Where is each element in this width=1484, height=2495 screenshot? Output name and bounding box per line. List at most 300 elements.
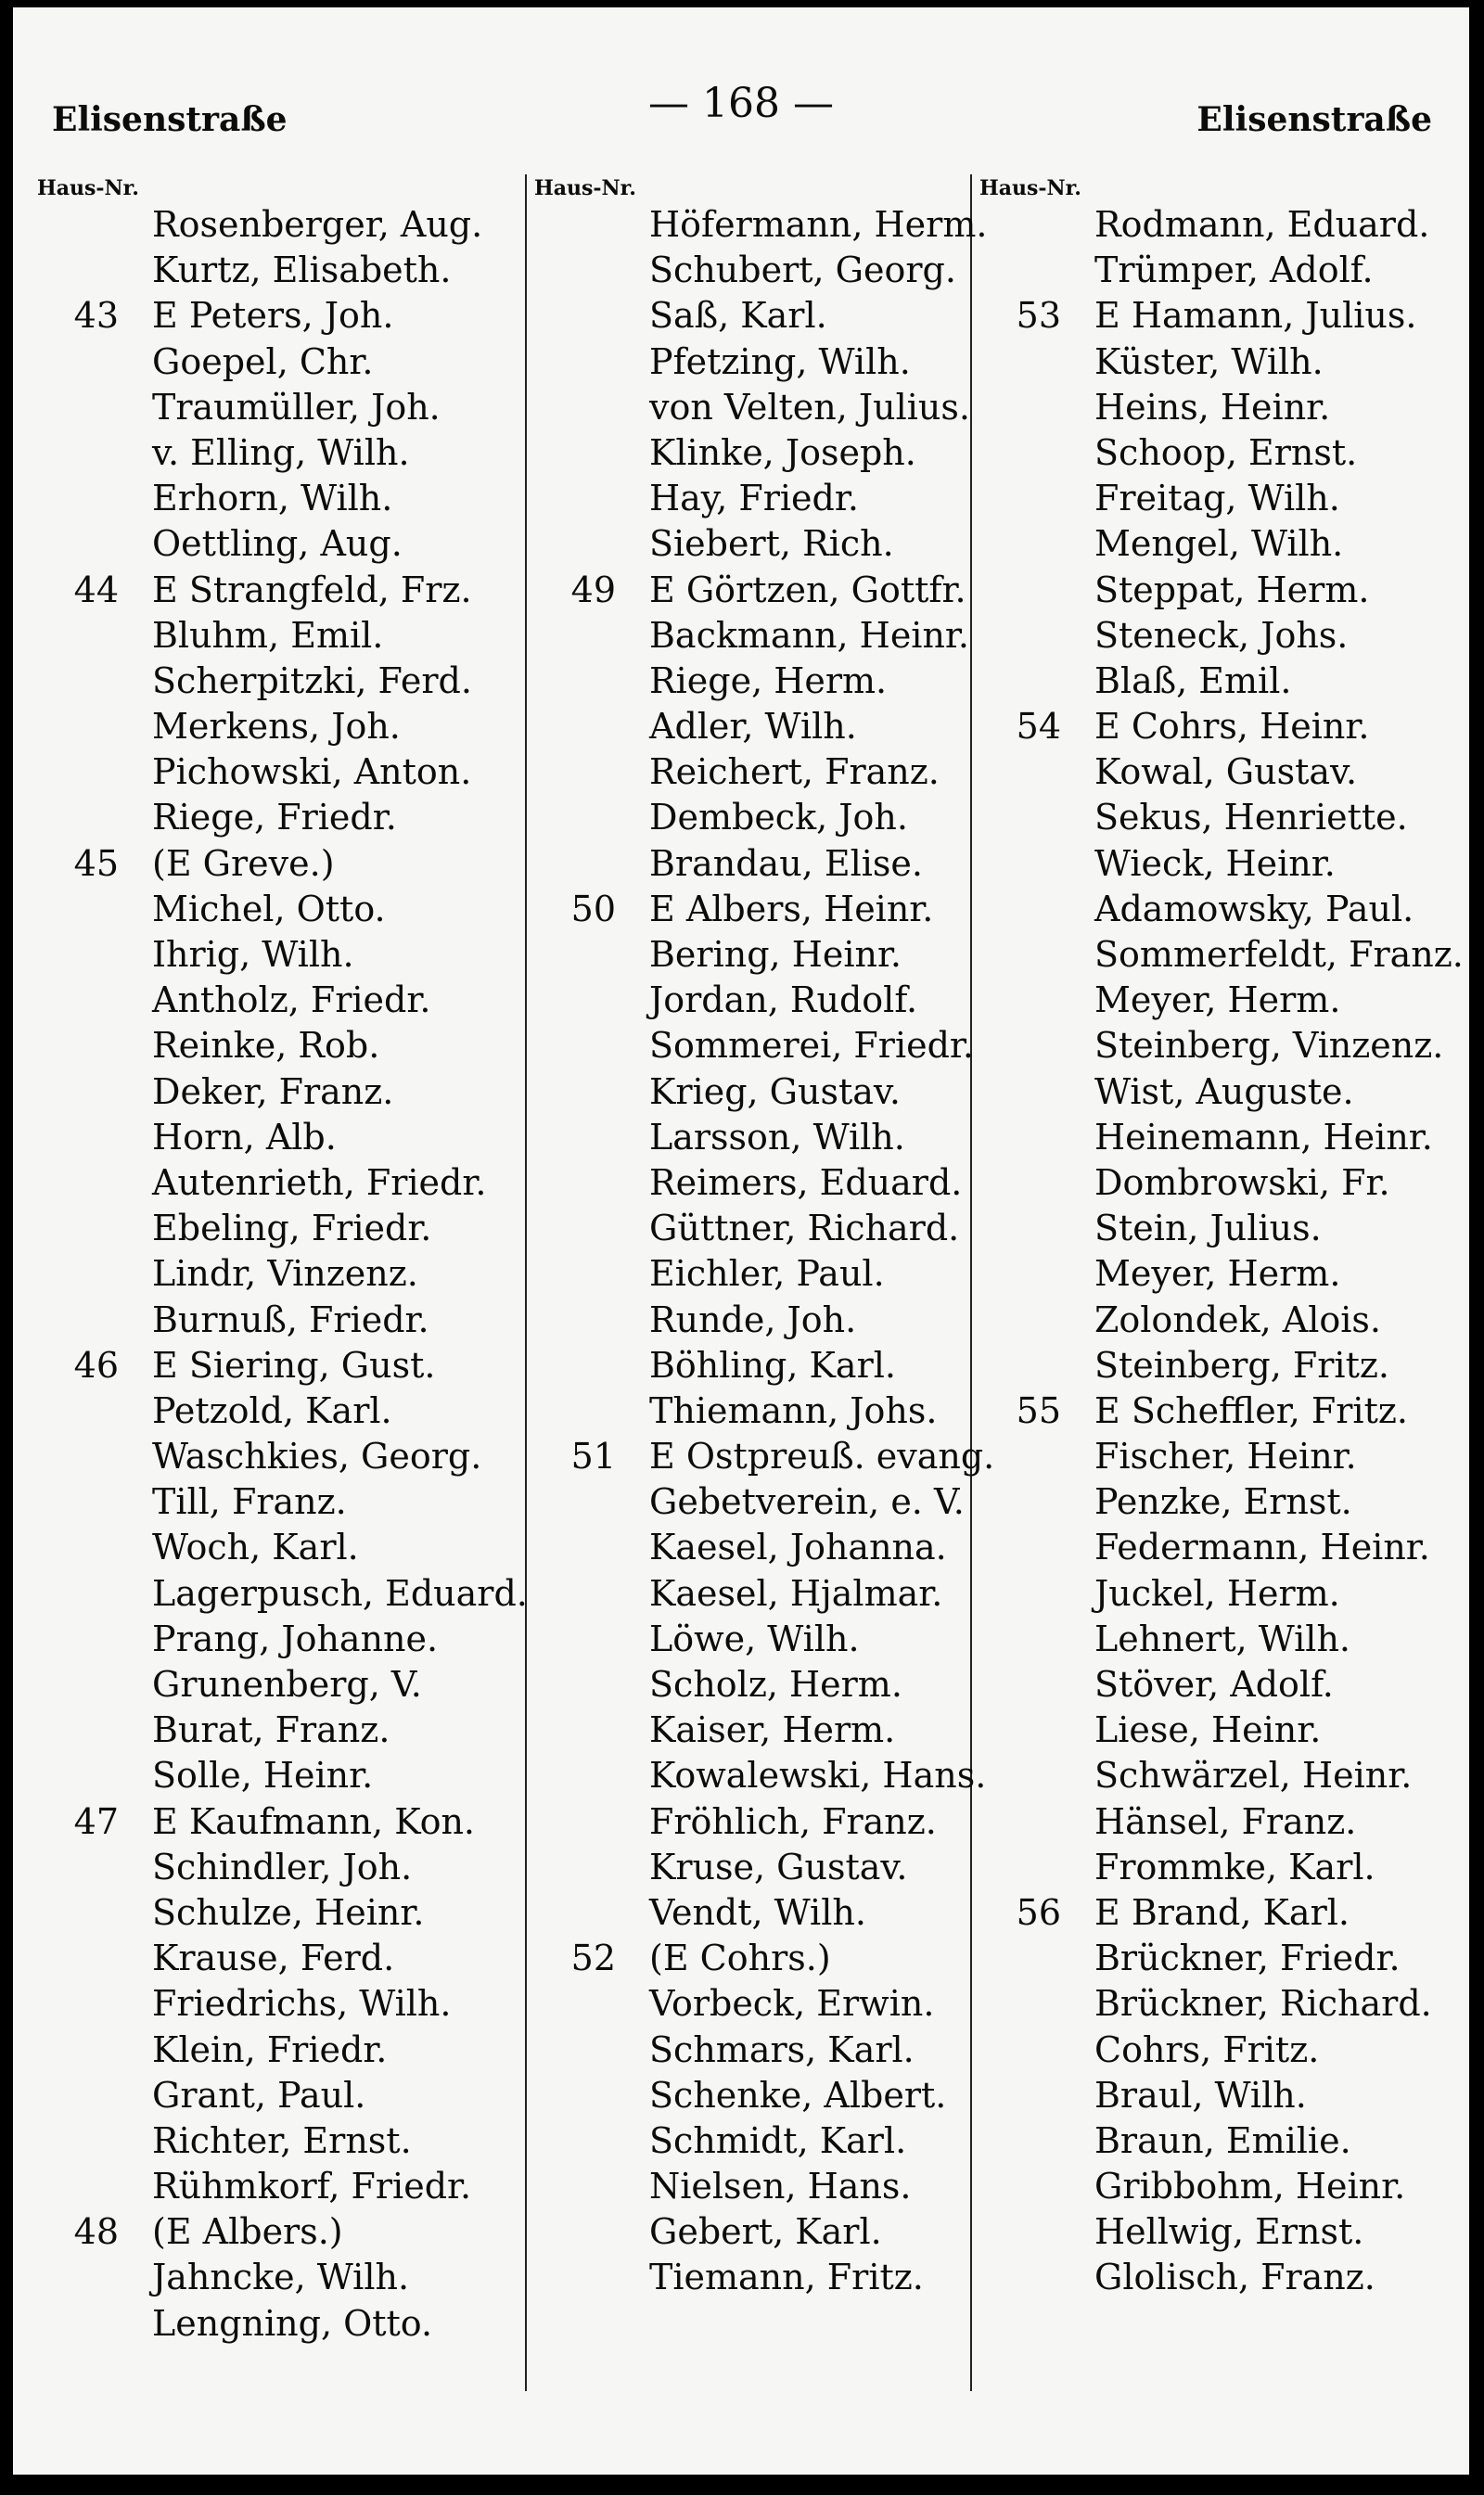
resident-name: E Cohrs, Heinr.: [1094, 706, 1370, 748]
resident-name: Richter, Ernst.: [152, 2119, 412, 2161]
house-number-heading: Haus-Nr.: [37, 176, 139, 200]
house-number: [37, 1434, 124, 1479]
resident-name: Lagerpusch, Eduard.: [152, 1572, 528, 1614]
resident-name: E Scheffler, Fritz.: [1094, 1389, 1408, 1431]
list-item: [37, 841, 473, 887]
house-number: [37, 339, 124, 385]
list-item: [534, 1388, 970, 1434]
house-number: [534, 1298, 621, 1343]
house-number: [979, 248, 1067, 293]
resident-name: Kaiser, Herm.: [649, 1709, 896, 1751]
house-number: [534, 2209, 621, 2255]
house-number: 46: [73, 1344, 119, 1386]
resident-name: Jordan, Rudolf.: [649, 979, 918, 1021]
resident-name: Schmars, Karl.: [649, 2028, 915, 2070]
house-number: [37, 2255, 124, 2300]
house-number: [534, 1388, 621, 1434]
resident-name: Braul, Wilh.: [1094, 2074, 1307, 2116]
house-number: [979, 568, 1067, 613]
resident-name: Reinke, Rob.: [152, 1025, 380, 1067]
list-item: [534, 293, 970, 339]
list-item: [37, 1845, 473, 1890]
directory-page: [13, 7, 1469, 2475]
resident-name: Larsson, Wilh.: [649, 1116, 905, 1158]
house-number: 47: [73, 1800, 119, 1842]
resident-name: Stöver, Adolf.: [1094, 1664, 1334, 1705]
list-item: [979, 1298, 1443, 1343]
resident-name: Grunenberg, V.: [152, 1664, 422, 1705]
list-item: [534, 1251, 970, 1297]
resident-name: Adamowsky, Paul.: [1094, 888, 1414, 929]
resident-name: Federmann, Heinr.: [1094, 1527, 1430, 1568]
resident-name: Wieck, Heinr.: [1094, 842, 1336, 884]
list-item: [37, 704, 473, 749]
list-item: [37, 339, 473, 385]
house-number: [979, 1160, 1067, 1206]
resident-name: Schindler, Joh.: [152, 1846, 413, 1887]
house-number: [979, 339, 1067, 385]
house-number: 53: [1016, 295, 1061, 337]
house-number: [37, 1479, 124, 1525]
resident-name: E Kaufmann, Kon.: [152, 1800, 475, 1842]
house-number: [534, 659, 621, 704]
list-item: [534, 1023, 974, 1068]
resident-name: E Peters, Joh.: [152, 295, 394, 337]
house-number: [534, 1708, 621, 1753]
resident-name: Lengning, Otto.: [152, 2302, 433, 2344]
resident-name: Horn, Alb.: [152, 1116, 337, 1158]
list-item: [979, 248, 1443, 293]
list-item: [37, 932, 473, 978]
list-item: [534, 1298, 970, 1343]
list-item: [979, 887, 1443, 932]
resident-name: Böhling, Karl.: [649, 1344, 896, 1386]
house-number: [534, 795, 621, 840]
resident-name: Lindr, Vinzenz.: [152, 1253, 418, 1295]
house-number: 43: [73, 295, 119, 337]
house-number: [534, 248, 621, 293]
list-item: [534, 385, 970, 430]
house-number: [534, 385, 621, 430]
resident-name: Brandau, Elise.: [649, 842, 923, 884]
house-number: [979, 2255, 1067, 2300]
list-item: [979, 2209, 1443, 2255]
resident-name: Hellwig, Ernst.: [1094, 2211, 1364, 2253]
resident-name: Liese, Heinr.: [1094, 1709, 1322, 1751]
house-number: [37, 749, 124, 795]
house-number: [979, 1115, 1067, 1160]
resident-name: Heins, Heinr.: [1094, 386, 1331, 428]
house-number: [37, 1753, 124, 1798]
resident-name: Autenrieth, Friedr.: [152, 1161, 487, 1203]
house-number: [979, 476, 1067, 521]
list-item: [979, 2118, 1443, 2164]
resident-name: Riege, Friedr.: [152, 797, 397, 838]
house-number: [979, 1479, 1067, 1525]
column-divider: [525, 174, 527, 2391]
resident-name: Antholz, Friedr.: [152, 979, 431, 1021]
resident-name: Klinke, Joseph.: [649, 431, 916, 473]
house-number: [37, 1206, 124, 1251]
house-number: [979, 1708, 1067, 1753]
list-item: [534, 1343, 970, 1388]
resident-name: Gebert, Karl.: [649, 2211, 882, 2253]
list-item: [37, 795, 473, 840]
list-item: [979, 1434, 1443, 1479]
list-item: [979, 659, 1443, 704]
resident-name: Saß, Karl.: [649, 295, 827, 337]
resident-name: Pfetzing, Wilh.: [649, 340, 911, 382]
page-header: [13, 72, 1469, 156]
house-number: [37, 1845, 124, 1890]
list-item: [37, 2073, 473, 2118]
list-item: [979, 841, 1443, 887]
list-item: [534, 1845, 970, 1890]
house-number: [979, 978, 1067, 1023]
house-number: [979, 2164, 1067, 2209]
resident-name: Zolondek, Alois.: [1094, 1299, 1381, 1340]
column-1: [37, 176, 528, 2347]
resident-name: Kowal, Gustav.: [1094, 751, 1358, 793]
list-item: [534, 2118, 970, 2164]
resident-name: Rodmann, Eduard.: [1094, 204, 1430, 245]
list-item: [979, 1525, 1443, 1570]
list-item: [534, 1890, 970, 1936]
resident-name: Michel, Otto.: [152, 888, 386, 929]
list-item: [37, 1160, 487, 1206]
house-number: [979, 1617, 1067, 1662]
list-item: [534, 1799, 970, 1845]
resident-name: Kurtz, Elisabeth.: [152, 250, 452, 291]
list-item: [534, 1936, 970, 1981]
resident-name: Wist, Auguste.: [1094, 1070, 1354, 1112]
list-item: [979, 1617, 1443, 1662]
house-number: [979, 2118, 1067, 2164]
house-number: [534, 932, 621, 978]
house-number: [37, 659, 124, 704]
list-item: [37, 1525, 473, 1570]
list-item: [37, 1799, 473, 1845]
resident-name: Meyer, Herm.: [1094, 979, 1341, 1021]
list-item: [979, 1023, 1443, 1068]
resident-name: Backmann, Heinr.: [649, 614, 970, 656]
list-item: [979, 1936, 1443, 1981]
list-item: [37, 248, 473, 293]
list-item: [37, 1343, 473, 1388]
resident-name: Woch, Karl.: [152, 1527, 359, 1568]
list-item: [534, 1617, 970, 1662]
house-number: [37, 1708, 124, 1753]
resident-name: Reichert, Franz.: [649, 751, 940, 793]
list-item: [979, 932, 1464, 978]
house-number: 48: [73, 2211, 119, 2253]
list-item: [979, 749, 1443, 795]
resident-name: Gribbohm, Heinr.: [1094, 2166, 1406, 2207]
house-number: [534, 1753, 621, 1798]
column-divider: [970, 174, 972, 2391]
resident-name: Juckel, Herm.: [1094, 1572, 1340, 1614]
house-number: [979, 1936, 1067, 1981]
house-number: [37, 1115, 124, 1160]
house-number: 49: [570, 569, 616, 610]
house-number: [37, 1023, 124, 1068]
resident-name: Goepel, Chr.: [152, 340, 374, 382]
house-number: [979, 1298, 1067, 1343]
house-number: [37, 1298, 124, 1343]
list-item: [37, 1206, 473, 1251]
house-number: [979, 841, 1067, 887]
house-number: [534, 1662, 621, 1708]
page-number: — 168 —: [648, 80, 834, 127]
house-number: [534, 2028, 621, 2073]
list-item: [37, 1936, 473, 1981]
house-number: [37, 613, 124, 659]
resident-name: E Brand, Karl.: [1094, 1891, 1350, 1933]
resident-name: Bluhm, Emil.: [152, 614, 384, 656]
list-item: [534, 1479, 970, 1525]
resident-name: Grant, Paul.: [152, 2074, 366, 2116]
house-number: [534, 1890, 621, 1936]
resident-name: Höfermann, Herm.: [649, 204, 988, 245]
house-number-heading: Haus-Nr.: [534, 176, 636, 200]
resident-name: Schoop, Ernst.: [1094, 431, 1358, 473]
resident-name: Waschkies, Georg.: [152, 1436, 482, 1478]
resident-name: Kaesel, Hjalmar.: [649, 1572, 943, 1614]
resident-name: Freitag, Wilh.: [1094, 478, 1340, 519]
resident-name: Gebetverein, e. V.: [649, 1481, 965, 1523]
list-item: [534, 476, 970, 521]
resident-name: E Siering, Gust.: [152, 1344, 436, 1386]
house-number: [979, 1434, 1067, 1479]
house-number: [37, 2164, 124, 2209]
house-number: [37, 248, 124, 293]
resident-name: Jahncke, Wilh.: [152, 2257, 410, 2298]
house-number: [979, 1343, 1067, 1388]
resident-name: Traumüller, Joh.: [152, 386, 441, 428]
list-item: [37, 887, 473, 932]
resident-name: Schmidt, Karl.: [649, 2119, 907, 2161]
list-item: [534, 430, 970, 476]
list-item: [979, 1251, 1443, 1297]
house-number: [979, 1069, 1067, 1115]
resident-name: Scherpitzki, Ferd.: [152, 659, 472, 701]
house-number: [534, 841, 621, 887]
house-number: [979, 659, 1067, 704]
list-item: [979, 1799, 1443, 1845]
resident-name: Mengel, Wilh.: [1094, 523, 1344, 565]
house-number: [37, 1571, 124, 1617]
list-item: [37, 1388, 473, 1434]
list-item: [979, 430, 1443, 476]
house-number: [979, 202, 1067, 248]
resident-name: Schulze, Heinr.: [152, 1891, 425, 1933]
house-number: [979, 1525, 1067, 1570]
house-number: [979, 430, 1067, 476]
list-item: [534, 521, 970, 567]
list-item: [37, 1708, 473, 1753]
list-item: [37, 1023, 473, 1068]
house-number: [37, 202, 124, 248]
resident-name: Brückner, Friedr.: [1094, 1938, 1401, 1979]
list-item: [979, 385, 1443, 430]
house-number: [37, 430, 124, 476]
list-item: [534, 2073, 970, 2118]
house-number: [979, 1206, 1067, 1251]
list-item: [534, 2164, 970, 2209]
list-item: [979, 2164, 1443, 2209]
resident-name: Trümper, Adolf.: [1094, 250, 1374, 291]
resident-name: Rühmkorf, Friedr.: [152, 2166, 472, 2207]
list-item: [534, 841, 970, 887]
list-item: [979, 1343, 1443, 1388]
resident-name: Lehnert, Wilh.: [1094, 1618, 1351, 1659]
list-item: [37, 1115, 473, 1160]
street-header-right: Elisenstraße: [1196, 100, 1432, 139]
house-number: [37, 1251, 124, 1297]
list-item: [37, 430, 473, 476]
resident-name: Meyer, Herm.: [1094, 1253, 1341, 1295]
resident-name: Solle, Heinr.: [152, 1755, 374, 1797]
resident-name: Friedrichs, Wilh.: [152, 1983, 452, 2025]
list-item: [37, 1662, 473, 1708]
resident-name: Braun, Emilie.: [1094, 2119, 1351, 2161]
list-item: [534, 1525, 970, 1570]
list-item: [534, 1753, 987, 1798]
list-item: [534, 1206, 970, 1251]
list-item: [979, 521, 1443, 567]
list-item: [37, 2028, 473, 2073]
house-number: 51: [570, 1436, 616, 1478]
house-number: [534, 749, 621, 795]
house-number: [37, 2028, 124, 2073]
list-item: [979, 202, 1443, 248]
resident-name: Güttner, Richard.: [649, 1208, 960, 1249]
resident-name: E Strangfeld, Frz.: [152, 569, 472, 610]
list-item: [37, 2164, 473, 2209]
resident-name: Vendt, Wilh.: [649, 1891, 866, 1933]
list-item: [534, 659, 970, 704]
house-number: [534, 476, 621, 521]
list-item: [37, 476, 473, 521]
list-item: [37, 749, 473, 795]
house-number: [37, 1388, 124, 1434]
resident-name: Stein, Julius.: [1094, 1208, 1322, 1249]
house-number: [534, 2255, 621, 2300]
list-item: [534, 1069, 970, 1115]
list-item: [534, 2209, 970, 2255]
list-item: [979, 1753, 1443, 1798]
house-number: [979, 2028, 1067, 2073]
resident-name: Prang, Johanne.: [152, 1618, 439, 1659]
list-item: [979, 1160, 1443, 1206]
list-item: [37, 1434, 482, 1479]
house-number: [979, 887, 1067, 932]
resident-name: Burnuß, Friedr.: [152, 1299, 429, 1340]
list-item: [37, 202, 483, 248]
resident-name: v. Elling, Wilh.: [152, 431, 410, 473]
house-number: [979, 613, 1067, 659]
house-number: [37, 1160, 124, 1206]
house-number: [534, 1525, 621, 1570]
resident-name: Krieg, Gustav.: [649, 1070, 901, 1112]
list-item: [979, 568, 1443, 613]
list-item: [979, 1890, 1443, 1936]
house-number: [979, 385, 1067, 430]
house-number: [534, 293, 621, 339]
house-number: [37, 385, 124, 430]
house-number: 45: [73, 842, 119, 884]
resident-name: Scholz, Herm.: [649, 1664, 902, 1705]
list-item: [37, 1251, 473, 1297]
list-item: [534, 1708, 970, 1753]
house-number: [37, 1981, 124, 2027]
house-number: [534, 430, 621, 476]
list-item: [534, 2028, 970, 2073]
resident-name: Hay, Friedr.: [649, 478, 859, 519]
house-number: [37, 1617, 124, 1662]
resident-name: E Görtzen, Gottfr.: [649, 569, 966, 610]
list-item: [534, 932, 970, 978]
house-number: [534, 1160, 621, 1206]
resident-name: Eichler, Paul.: [649, 1253, 885, 1295]
house-number: [534, 2073, 621, 2118]
list-item: [979, 339, 1443, 385]
house-number: [37, 1525, 124, 1570]
resident-name: Deker, Franz.: [152, 1070, 394, 1112]
resident-name: Till, Franz.: [152, 1481, 347, 1523]
list-item: [37, 1069, 473, 1115]
resident-name: Fischer, Heinr.: [1094, 1436, 1357, 1478]
house-number: [979, 2073, 1067, 2118]
list-item: [37, 659, 473, 704]
list-item: [979, 2073, 1443, 2118]
house-number: 54: [1016, 706, 1061, 748]
resident-name: Steneck, Johs.: [1094, 614, 1349, 656]
house-number-heading: Haus-Nr.: [979, 176, 1081, 200]
house-number: [979, 1662, 1067, 1708]
house-number: [979, 1571, 1067, 1617]
list-item: [37, 2255, 473, 2300]
house-number: [534, 2118, 621, 2164]
resident-name: Tiemann, Fritz.: [649, 2257, 924, 2298]
resident-name: Thiemann, Johs.: [649, 1389, 938, 1431]
house-number: [37, 978, 124, 1023]
resident-name: Riege, Herm.: [649, 659, 888, 701]
list-item: [534, 1434, 995, 1479]
list-item: [37, 1981, 473, 2027]
resident-name: Petzold, Karl.: [152, 1389, 392, 1431]
list-item: [534, 248, 970, 293]
resident-name: Rosenberger, Aug.: [152, 204, 483, 245]
resident-name: Sommerfeldt, Franz.: [1094, 934, 1464, 975]
list-item: [979, 1115, 1443, 1160]
list-item: [979, 1479, 1443, 1525]
resident-name: Fröhlich, Franz.: [649, 1800, 937, 1842]
resident-name: (E Cohrs.): [649, 1938, 831, 1979]
list-item: [979, 1388, 1443, 1434]
list-item: [979, 978, 1443, 1023]
resident-name: Adler, Wilh.: [649, 706, 857, 748]
resident-name: Schwärzel, Heinr.: [1094, 1755, 1413, 1797]
list-item: [37, 613, 473, 659]
resident-name: Krause, Ferd.: [152, 1938, 395, 1979]
house-number: [979, 795, 1067, 840]
resident-name: Dembeck, Joh.: [649, 797, 908, 838]
entry-list: [37, 202, 528, 2347]
list-item: [534, 704, 970, 749]
house-number: [37, 932, 124, 978]
house-number: [534, 1115, 621, 1160]
